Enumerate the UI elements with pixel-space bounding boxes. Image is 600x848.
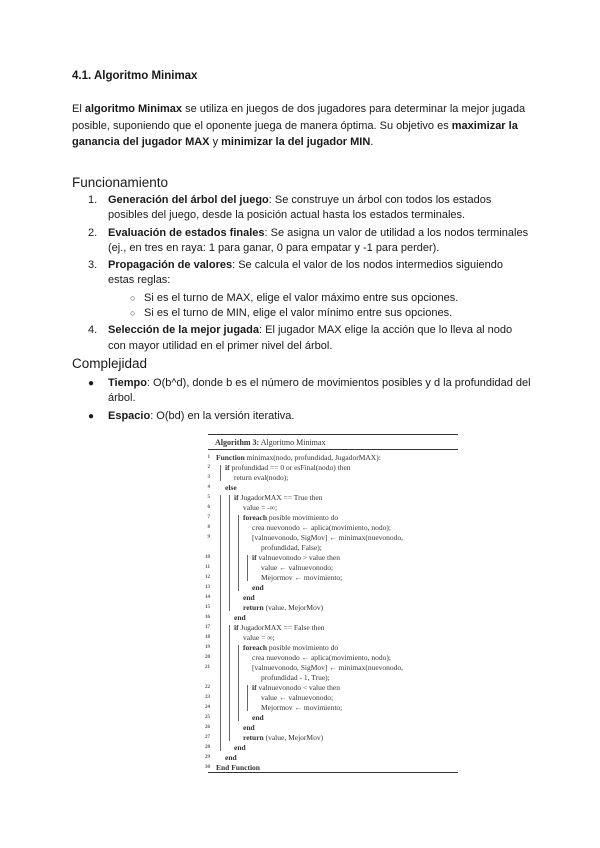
line-number: 20 [205,655,210,660]
line-number: 21 [205,665,210,670]
block-indent-bar [238,645,239,721]
block-indent-bar [247,685,248,711]
bullet-bold: Espacio [108,409,151,422]
line-number: 17 [205,625,210,630]
code-text: profundidad - 1, True); [261,673,330,682]
list-item [72,409,542,424]
line-number: 27 [205,735,210,740]
code-text: end [252,713,264,722]
code-text: return eval(nodo); [234,473,289,482]
code-text: value = ∞; [243,633,275,642]
code-text: value ← valnuevonodo; [261,563,334,572]
code-text: Function minimax(nodo, profundidad, JugadorMAX): [216,453,381,462]
code-text: if profundidad == 0 or esFinal(nodo) then [225,463,351,472]
algorithm-title-label: Algorithm 3: [215,438,260,447]
line-number: 24 [205,705,210,710]
bullet-text: : O(b^d), donde b es el número de movimientos posibles y d la profundidad del árbol. [108,377,531,405]
intro-text-1: El [72,103,85,115]
step-number: 3. [88,259,98,272]
line-number: 14 [205,595,210,600]
code-text: end [243,593,255,602]
line-number: 7 [207,515,210,520]
code-text: return (value, MejorMov) [243,603,324,612]
code-text: value = -∞; [243,503,278,512]
bullet-bold: Tiempo [108,377,147,389]
code-text: if valnuevonodo < value then [252,683,340,692]
code-text: if JugadorMAX == False then [234,623,325,632]
line-number: 6 [207,505,210,510]
step-number: 4. [88,324,98,337]
code-text: value ← valnuevonodo; [261,693,334,702]
sub-item-text: Si es el turno de MIN, elige el valor mínimo entre sus opciones. [144,307,453,320]
code-text: if valnuevonodo > value then [252,553,340,562]
line-number: 2 [207,465,210,470]
code-text: Mejormov ← movimiento; [261,573,343,582]
intro-bold-max: maximizar la ganancia del jugador MAX [72,119,518,148]
line-number: 1 [207,455,210,460]
bullet-icon: ● [88,378,95,389]
step-number: 1. [88,194,98,206]
intro-bold-min: minimizar la del jugador MIN [221,136,371,148]
block-indent-bar [220,465,221,481]
code-text: profundidad, False); [261,543,322,552]
algorithm-title [215,438,325,447]
intro-text-3: y [209,136,222,148]
sub-item-text: Si es el turno de MAX, elige el valor máximo entre sus opciones. [144,291,459,304]
complexity-list [72,376,542,426]
step-text: : Se construye un árbol con todos los estados posibles del juego, desde la posición actual hasta los estados terminales. [108,194,492,222]
code-text: end [234,613,246,622]
code-text: End Function [216,763,260,772]
line-number: 19 [205,645,210,650]
bullet-text: : O(bd) en la versión iterativa. [150,409,295,422]
bottom-rule [208,772,458,773]
line-number: 12 [205,575,210,580]
code-text: foreach posible movimiento do [243,513,339,522]
step-text: : Se calcula el valor de los nodos intermedios siguiendo estas reglas: [108,259,503,287]
title-rule [208,449,458,450]
code-text: [valnuevonodo, SigMov] ← minimax(nuevonodo, [252,533,404,542]
intro-text-2: se utiliza en juegos de dos jugadores para determinar la mejor jugada posible, suponiendo que el oponente juega de manera óptima. Su objetivo es [72,103,526,132]
line-number: 29 [205,755,210,760]
line-number: 26 [205,725,210,730]
line-number: 8 [207,525,210,530]
sub-list-item [72,306,532,321]
line-number: 16 [205,615,210,620]
line-number: 18 [205,635,210,640]
code-text: Mejormov ← movimiento; [261,703,343,712]
line-number: 5 [207,495,210,500]
code-text: end [234,743,246,752]
step-text: : Se asigna un valor de utilidad a los nodos terminales (ej., en tres en raya: 1 para ganar, 0 para empatar y -1 para perder). [108,226,529,254]
circle-bullet-icon: ○ [130,308,136,319]
line-number: 3 [207,475,210,480]
intro-paragraph [72,101,542,151]
code-text: end [225,753,237,762]
step-bold: Propagación de valores [108,259,233,272]
code-text: else [225,483,237,492]
list-item [72,193,532,224]
block-indent-bar [229,495,230,611]
line-number: 15 [205,605,210,610]
code-text: crea nuevonodo ← aplica(movimiento, nodo); [252,653,391,662]
heading-funcionamiento: Funcionamiento [72,175,169,190]
step-bold: Evaluación de estados finales [108,226,265,239]
code-text: return (value, MejorMov) [243,733,324,742]
code-text: [valnuevonodo, SigMov] ← minimax(nuevonodo, [252,663,404,672]
line-number: 4 [207,485,210,490]
line-number: 23 [205,695,210,700]
line-number: 30 [205,765,210,770]
list-item [72,258,532,289]
block-indent-bar [220,495,221,751]
step-text: : El jugador MAX elige la acción que lo lleva al nodo con mayor utilidad en el primer nivel del árbol. [108,324,513,352]
code-text: if JugadorMAX == True then [234,493,323,502]
line-number: 28 [205,745,210,750]
line-number: 22 [205,685,210,690]
block-indent-bar [247,555,248,581]
heading-complejidad: Complejidad [72,356,148,371]
line-number: 11 [205,565,210,570]
bullet-icon: ● [88,410,95,422]
sub-list-item [72,291,532,306]
step-bold: Selección de la mejor jugada [108,324,259,337]
circle-bullet-icon: ○ [130,292,136,303]
list-item [72,226,532,257]
block-indent-bar [238,515,239,591]
algorithm-title-name: Algoritmo Minimax [259,438,326,447]
list-item [72,376,542,407]
top-rule [208,434,458,435]
line-number: 25 [205,715,210,720]
algorithm-figure [205,434,458,784]
step-number: 2. [88,226,98,239]
section-title: 4.1. Algoritmo Minimax [72,70,198,82]
code-text: crea nuevonodo ← aplica(movimiento, nodo); [252,523,391,532]
intro-text-4: . [370,136,374,148]
code-text: end [252,583,264,592]
line-number: 9 [207,535,210,540]
line-number: 10 [205,555,210,560]
list-item [72,323,532,354]
line-number: 13 [205,585,210,590]
intro-bold-algoritmo: algoritmo Minimax [84,103,183,115]
block-indent-bar [229,625,230,741]
code-text: foreach posible movimiento do [243,643,339,652]
code-text: end [243,723,255,732]
step-bold: Generación del árbol del juego [108,194,269,206]
steps-list [72,193,532,356]
